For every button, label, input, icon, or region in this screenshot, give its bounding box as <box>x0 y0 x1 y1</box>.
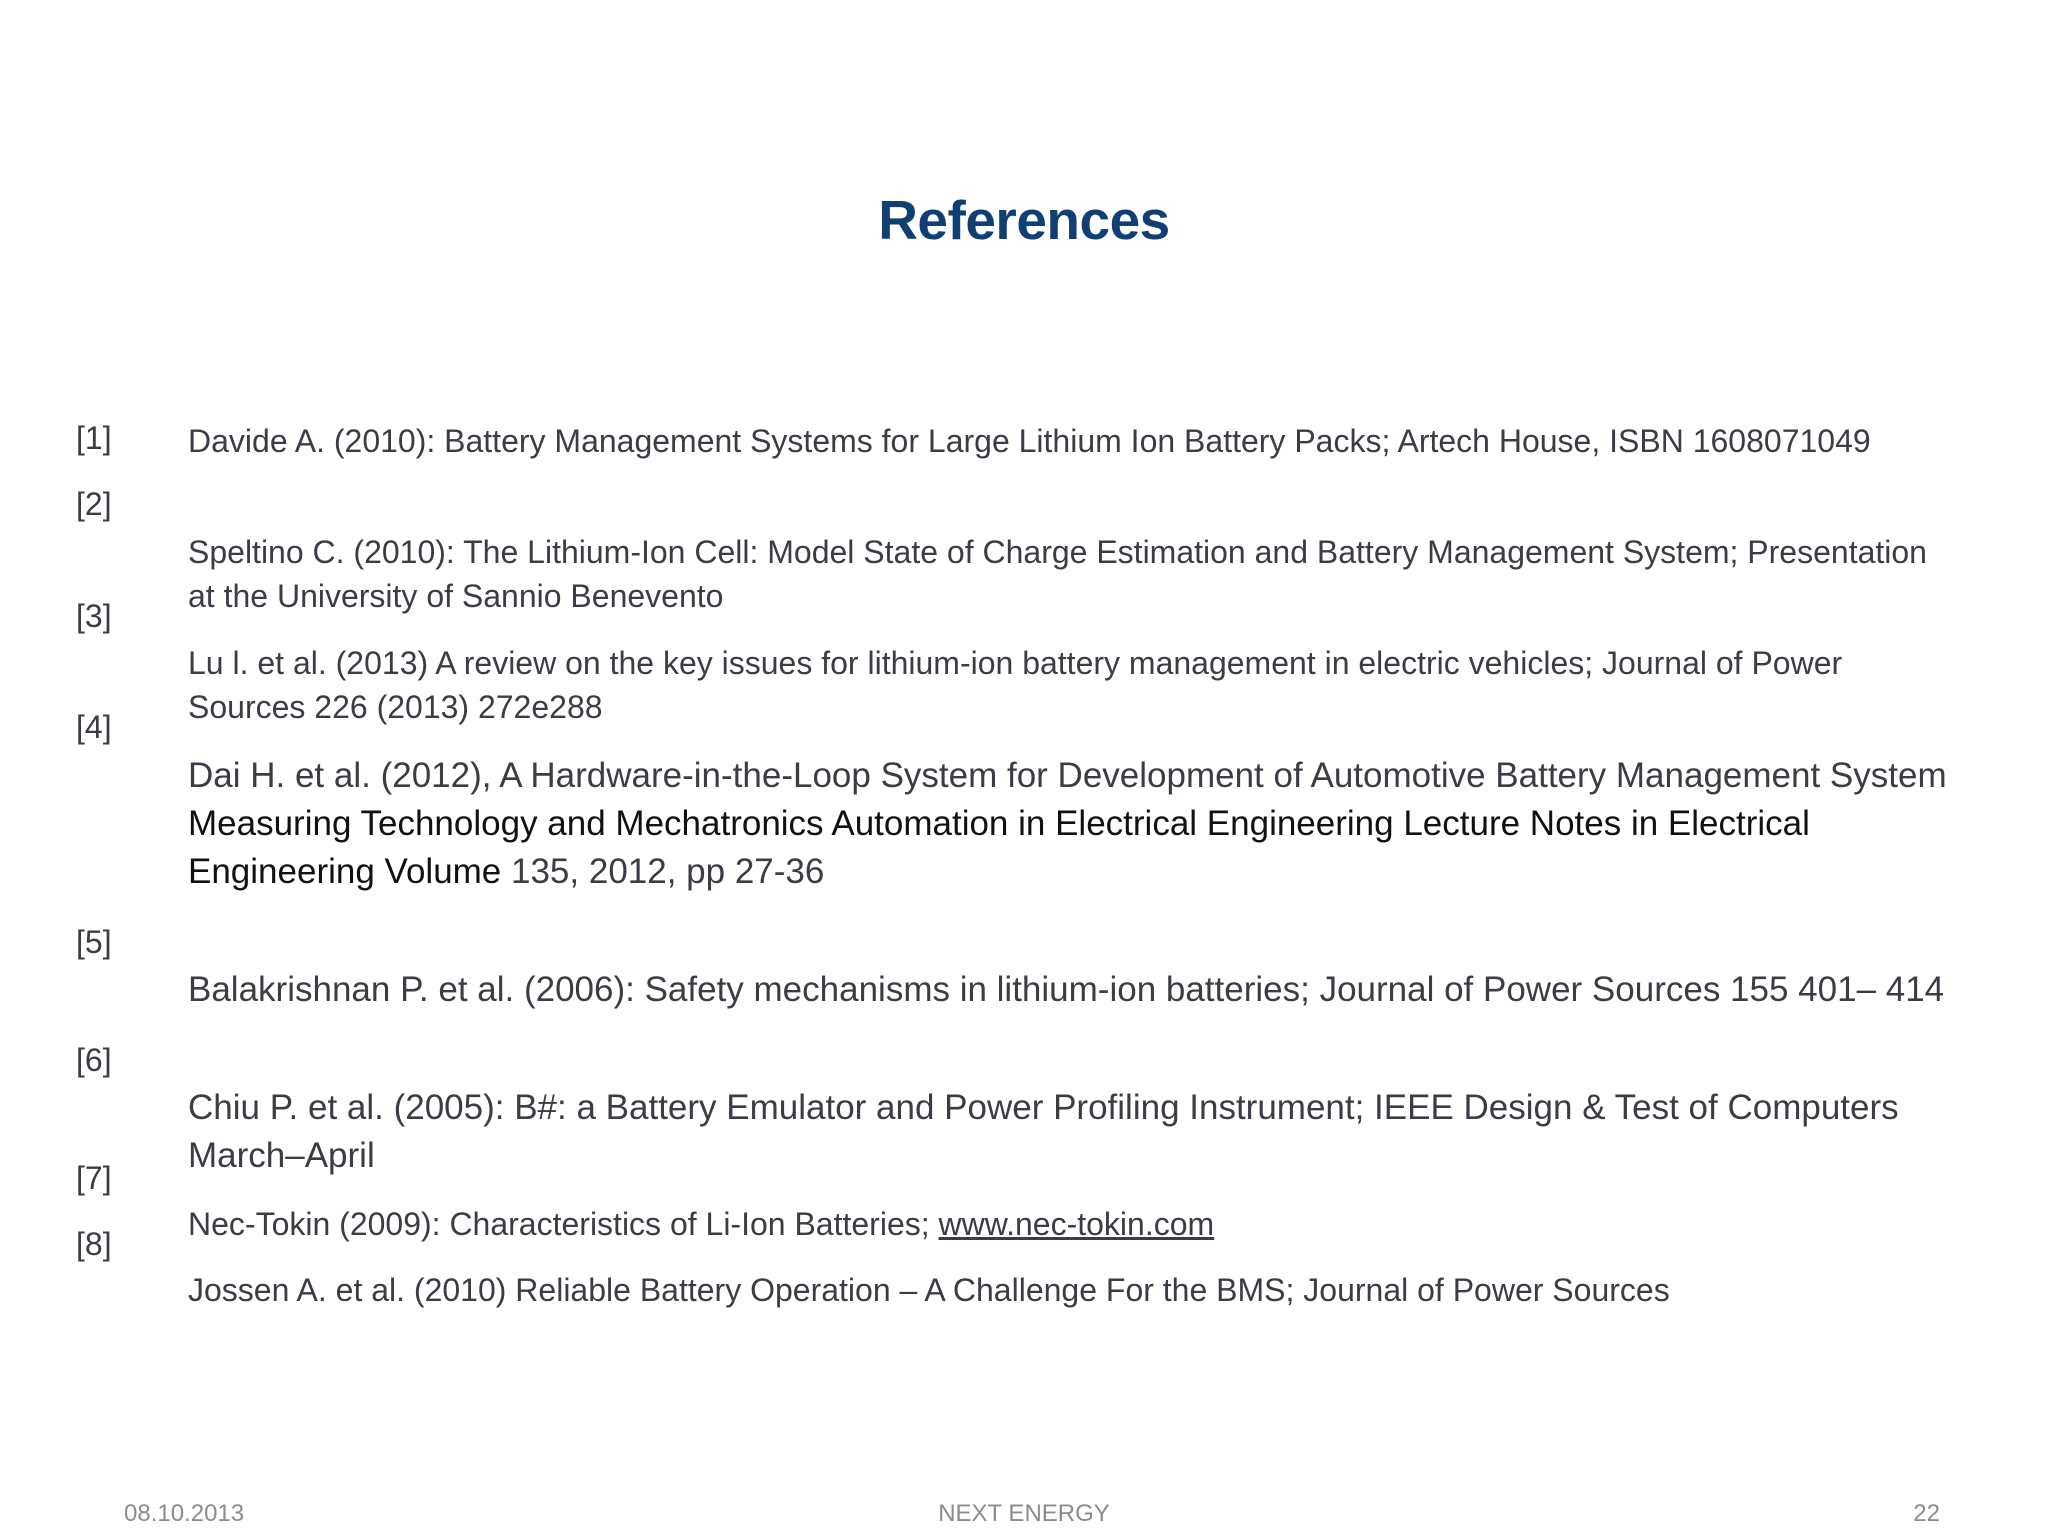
ref-text-2: Speltino C. (2010): The Lithium-Ion Cell: Model State of Charge Estimation and Battery Management System; Presentation at the University of Sannio Benevento <box>188 534 1927 614</box>
ref-number-5: [5] <box>76 924 112 960</box>
ref-number-6: [6] <box>76 1042 112 1078</box>
ref-text-8: Jossen A. et al. (2010) Reliable Battery Operation – A Challenge For the BMS; Journal of Power Sources <box>188 1272 1670 1308</box>
ref-text-6: Chiu P. et al. (2005): B#: a Battery Emulator and Power Profiling Instrument; IEEE Design & Test of Computers March–April <box>188 1088 1899 1175</box>
ref-4-book-title: Measuring Technology and Mechatronics Automation in Electrical Engineering Lecture Notes in Electrical Engineering Volume <box>188 804 1810 891</box>
slide-title: References <box>878 189 1170 251</box>
ref-number-8: [8] <box>76 1226 112 1262</box>
nec-tokin-link[interactable]: www.nec-tokin.com <box>938 1206 1215 1242</box>
footer-org: NEXT ENERGY <box>938 1500 1110 1527</box>
ref-text-4 <box>188 752 1948 896</box>
ref-number-1: [1] <box>76 420 112 456</box>
ref-number-2: [2] <box>76 486 112 522</box>
ref-number-3: [3] <box>76 598 112 634</box>
ref-text-5: Balakrishnan P. et al. (2006): Safety mechanisms in lithium-ion batteries; Journal of Power Sources 155 401– 414 <box>188 970 1945 1009</box>
footer-date: 08.10.2013 <box>124 1500 245 1527</box>
ref-text-1: Davide A. (2010): Battery Management Systems for Large Lithium Ion Battery Packs; Artech House, ISBN 1608071049 <box>188 423 1871 459</box>
ref-7-text: Nec-Tokin (2009): Characteristics of Li-Ion Batteries; <box>188 1206 939 1242</box>
ref-4-article: Dai H. et al. (2012), A Hardware-in-the-Loop System for Development of Automotive Battery Management System <box>188 756 1947 795</box>
ref-4-book-suffix: 135, 2012, pp 27-36 <box>501 852 825 891</box>
ref-text-7 <box>188 1202 1948 1246</box>
ref-number-4: [4] <box>76 709 112 745</box>
ref-number-7: [7] <box>76 1160 112 1196</box>
page-number: 22 <box>1913 1500 1940 1527</box>
ref-text-3: Lu l. et al. (2013) A review on the key issues for lithium-ion battery management in electric vehicles; Journal of Power Sources 226 (2013) 272e288 <box>188 645 1843 725</box>
